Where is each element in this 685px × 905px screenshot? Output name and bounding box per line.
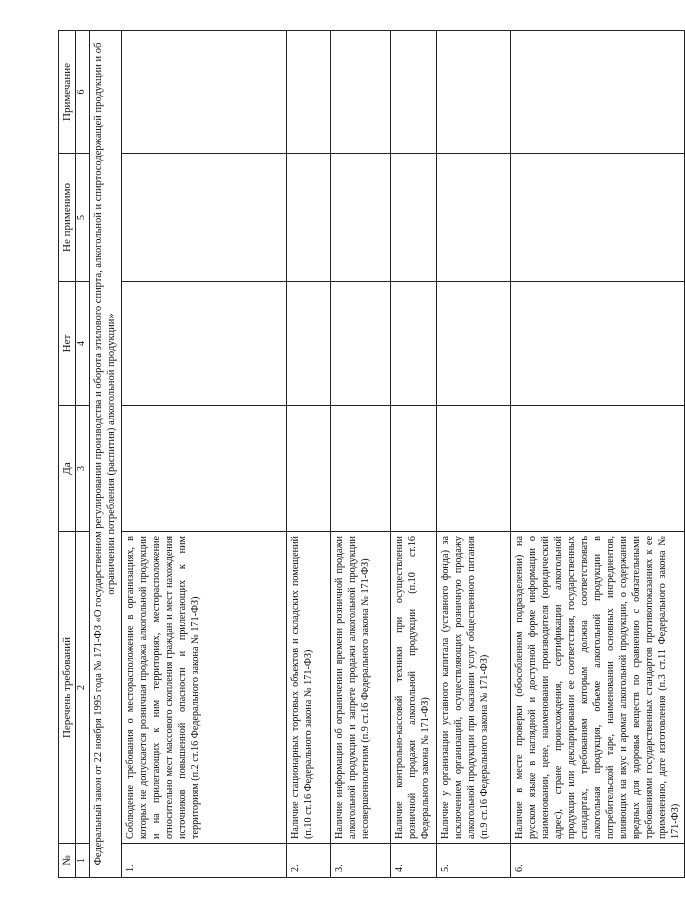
no-cell: [286, 282, 330, 406]
table-row: [510, 31, 685, 878]
yes-cell: [330, 406, 390, 532]
row-number: 6.: [510, 844, 685, 878]
no-cell: [390, 282, 436, 406]
column-number: 5: [76, 154, 90, 282]
not-applicable-cell: [390, 154, 436, 282]
no-cell: [436, 282, 510, 406]
requirement-text: Наличие стационарных торговых объектов и складских помещений (п.10 ст.16 Федерального закона № 171-ФЗ): [286, 532, 330, 844]
column-number: 6: [76, 31, 90, 154]
row-number: 3.: [330, 844, 390, 878]
requirement-text: Наличие в месте проверки (обособленном подразделении) на русском языке в наглядной и доступной форме информации о наименовании, цене, наименовании производителя (юридический адрес), стране происхождения, сертификации алкогольной продукции или декларировании ее соответствия, государственных стандартах, требованиям которым должна соответствовать алкогольная продукция, объеме алкогольной продукции в потребительской таре, наименовании основных ингредиентов, влияющих на вкус и аромат алкогольной продукции, о содержании вредных для здоровья веществ по сравнению с обязательными требованиями государственных стандартов противопоказаниях к ее применению, дате изготовления (п.3 ст.11 Федерального закона № 171-ФЗ): [510, 532, 685, 844]
column-number: 3: [76, 406, 90, 532]
header-not-applicable: Не применимо: [59, 154, 76, 282]
table-row: [330, 31, 390, 878]
note-cell: [286, 31, 330, 154]
header-num: №: [59, 844, 76, 878]
no-cell: [510, 282, 685, 406]
column-number: 1: [76, 844, 90, 878]
header-no: Нет: [59, 282, 76, 406]
note-cell: [330, 31, 390, 154]
rotated-page: [58, 31, 682, 878]
note-cell: [436, 31, 510, 154]
row-number: 5.: [436, 844, 510, 878]
column-number: 2: [76, 532, 90, 844]
column-number-row: [76, 31, 90, 878]
law-title-row: [89, 31, 121, 878]
note-cell: [510, 31, 685, 154]
header-requirements: Перечень требований: [59, 532, 76, 844]
row-number: 4.: [390, 844, 436, 878]
row-number: 2.: [286, 844, 330, 878]
header-note: Примечание: [59, 31, 76, 154]
note-cell: [121, 31, 286, 154]
yes-cell: [510, 406, 685, 532]
table-row: [390, 31, 436, 878]
not-applicable-cell: [330, 154, 390, 282]
yes-cell: [436, 406, 510, 532]
requirements-table: [58, 30, 685, 878]
yes-cell: [390, 406, 436, 532]
yes-cell: [121, 406, 286, 532]
no-cell: [330, 282, 390, 406]
requirement-text: Наличие контрольно-кассовой техники при осуществлении розничной продажи алкогольной продукции (п.10 ст.16 Федерального закона № 171-ФЗ): [390, 532, 436, 844]
not-applicable-cell: [286, 154, 330, 282]
header-row: [59, 31, 76, 878]
column-number: 4: [76, 282, 90, 406]
note-cell: [390, 31, 436, 154]
requirement-text: Наличие у организации уставного капитала (уставного фонда) за исключением организаций, осуществляющих розничную продажу алкогольной продукции при оказании услуг общественного питания (п.9 ст.16 Федерального закона № 171-ФЗ): [436, 532, 510, 844]
table-row: [436, 31, 510, 878]
requirement-text: Соблюдение требования о месторасположение в организациях, в которых не допускается розничная продажа алкогольной продукции и на прилегающих к ним территориях, месторасположение относительно мест массового скопления граждан и мест нахождения источников повышенной опасности и прилегающих к ним территориям (п.2 ст.16 Федерального закона № 171-ФЗ): [121, 532, 286, 844]
law-title: Федеральный закон от 22 ноября 1995 года № 171-ФЗ «О государственном регулировании производства и оборота этилового спирта, алкогольной и спиртосодержащей продукции и об ограничении потребления (распития) алкогольной продукции»: [89, 31, 121, 878]
not-applicable-cell: [436, 154, 510, 282]
header-yes: Да: [59, 406, 76, 532]
no-cell: [121, 282, 286, 406]
table-row: [286, 31, 330, 878]
requirement-text: Наличие информации об ограничении времени розничной продажи алкогольной продукции и запрете продажи алкогольной продукции несовершеннолетним (п.9 ст.16 Федерального закона № 171-ФЗ): [330, 532, 390, 844]
table-row: [121, 31, 286, 878]
not-applicable-cell: [121, 154, 286, 282]
row-number: 1.: [121, 844, 286, 878]
yes-cell: [286, 406, 330, 532]
not-applicable-cell: [510, 154, 685, 282]
